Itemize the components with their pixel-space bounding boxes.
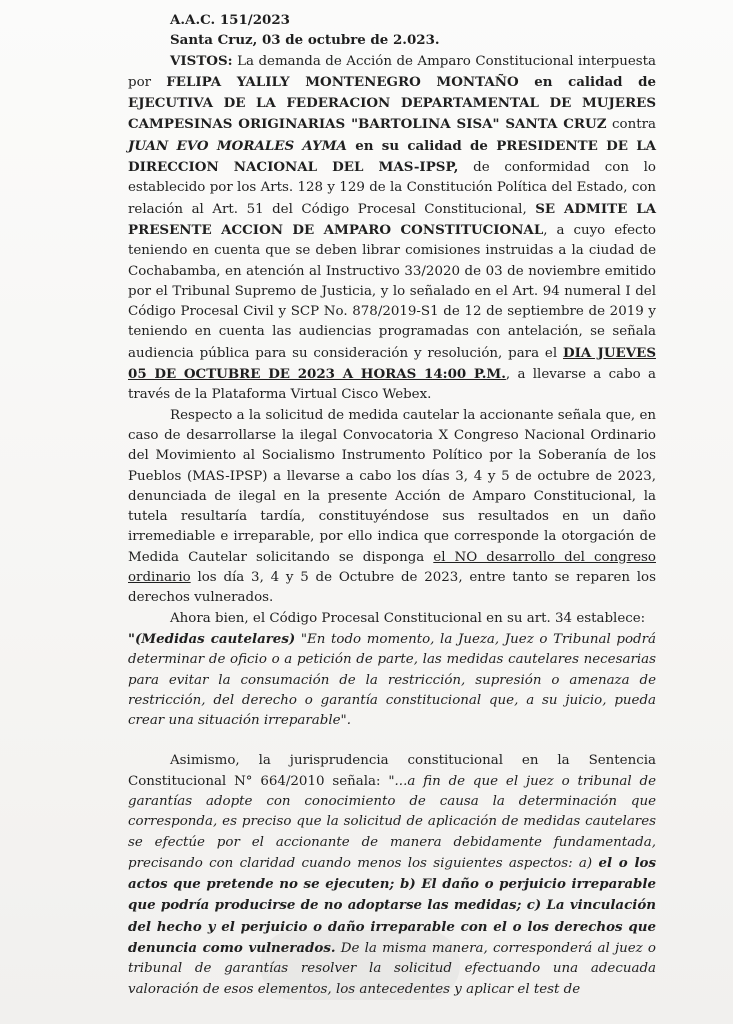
place-and-date: Santa Cruz, 03 de octubre de 2.023. [170,32,440,49]
art34-text: "En todo momento, la Jueza, Juez o Tribunal podrá determinar de oficio o a petición de parte, las medidas cautelares necesarias para evitar la consumación de la restricción, supresión o amenaza de restricción, del derecho o garantía constitucional que, a su juicio, pueda crear una situación irreparable". [128,631,657,729]
juris-quote-1: "...a fin de que el juez o tribunal de garantías adopte con conocimiento de causa la determinación que corresponda, es preciso que la solicitud de aplicación de medidas cautelares se efectúe por el accionante de manera debidamente fundamentada, precisando con claridad cuando menos los siguientes aspectos: a) [128,773,657,871]
jurisprudence-paragraph [128,751,656,1000]
medida-cautelar-paragraph [128,406,656,609]
medida-underlined: el NO desarrollo del congreso ordinario [128,549,656,586]
plaintiff-name: FELIPA YALILY MONTENEGRO MONTAÑO en calidad de EJECUTIVA DE LA FEDERACION DEPARTAMENTAL DE MUJERES CAMPESINAS ORIGINARIAS "BARTOLINA SISA" SANTA CRUZ [128,73,656,133]
juris-quote-bold: el o los actos que pretende no se ejecuten; b) El daño o perjuicio irreparable que podría producirse de no adoptarse las medidas; c) La vinculación del hecho y el perjuicio o daño irreparable con el o los derechos que denuncia como vulnerados. [128,854,656,957]
vistos-text-1: La demanda de Acción de Amparo Constitucional interpuesta por [128,53,656,90]
art34-intro: Ahora bien, el Código Procesal Constitucional en su art. 34 establece: [170,610,646,626]
vistos-text-3: de conformidad con lo establecido por los Arts. 128 y 129 de la Constitución Política del Estado, con relación al Art. 51 del Código Procesal Constitucional, [128,160,656,217]
vistos-text-5: , a llevarse a cabo a través de la Plataforma Virtual Cisco Webex. [128,367,656,403]
defendant-name: JUAN EVO MORALES AYMA [128,137,347,154]
juris-text-1: Asimismo, la jurisprudencia constitucional en la Sentencia Constitucional N° 664/2010 señala: [128,753,656,789]
art34-quote [128,629,656,731]
vistos-label: VISTOS: [170,52,233,69]
resolution-reference: A.A.C. 151/2023 [170,12,290,28]
medida-text-2: los día 3, 4 y 5 de Octubre de 2023, entre tanto se reparen los derechos vulnerados. [128,570,656,606]
juris-quote-2: De la misma manera, corresponderá al juez o tribunal de garantías resolver la solicitud efectuando una adecuada valoración de esos elementos, los antecedentes y aplicar el test de [128,941,656,997]
vistos-text-2: contra [606,117,656,133]
admission-statement: SE ADMITE LA PRESENTE ACCION DE AMPARO CONSTITUCIONAL [128,200,657,238]
defendant-role: en su calidad de PRESIDENTE DE LA DIRECCION NACIONAL DEL MAS-IPSP, [128,137,656,176]
vistos-text-4: , a cuyo efecto teniendo en cuenta que se deben librar comisiones instruidas a la ciudad de Cochabamba, en atención al Instructivo 33/2020 de 03 de noviembre emitido por el Tribunal Supremo de Justicia, y lo señalado en el Art. 94 numeral I del Código Procesal Civil y SCP No. 878/2019-S1 de 12 de septiembre de 2019 y teniendo en cuenta las audiencias programadas con antelación, se señala audiencia pública para su consideración y resolución, para el [128,222,656,361]
medida-text-1: Respecto a la solicitud de medida cautelar la accionante señala que, en caso de desarrollarse la ilegal Convocatoria X Congreso Nacional Ordinario del Movimiento al Socialismo Instrumento Político por la Soberanía de los Pueblos (MAS-IPSP) a llevarse a cabo los días 3, 4 y 5 de octubre de 2023, denunciada de ilegal en la presente Acción de Amparo Constitucional, la tutela resultaría tardía, constituyéndose sus resultados en un daño irremediable e irreparable, por ello indica que corresponde la otorgación de Medida Cautelar solicitando se disponga [128,407,656,565]
vistos-paragraph [128,51,656,406]
art34-heading: "(Medidas cautelares) [128,630,296,647]
hearing-date: DIA JUEVES 05 DE OCTUBRE DE 2023 A HORAS 14:00 P.M. [128,344,656,383]
resolution-body [128,0,656,1000]
